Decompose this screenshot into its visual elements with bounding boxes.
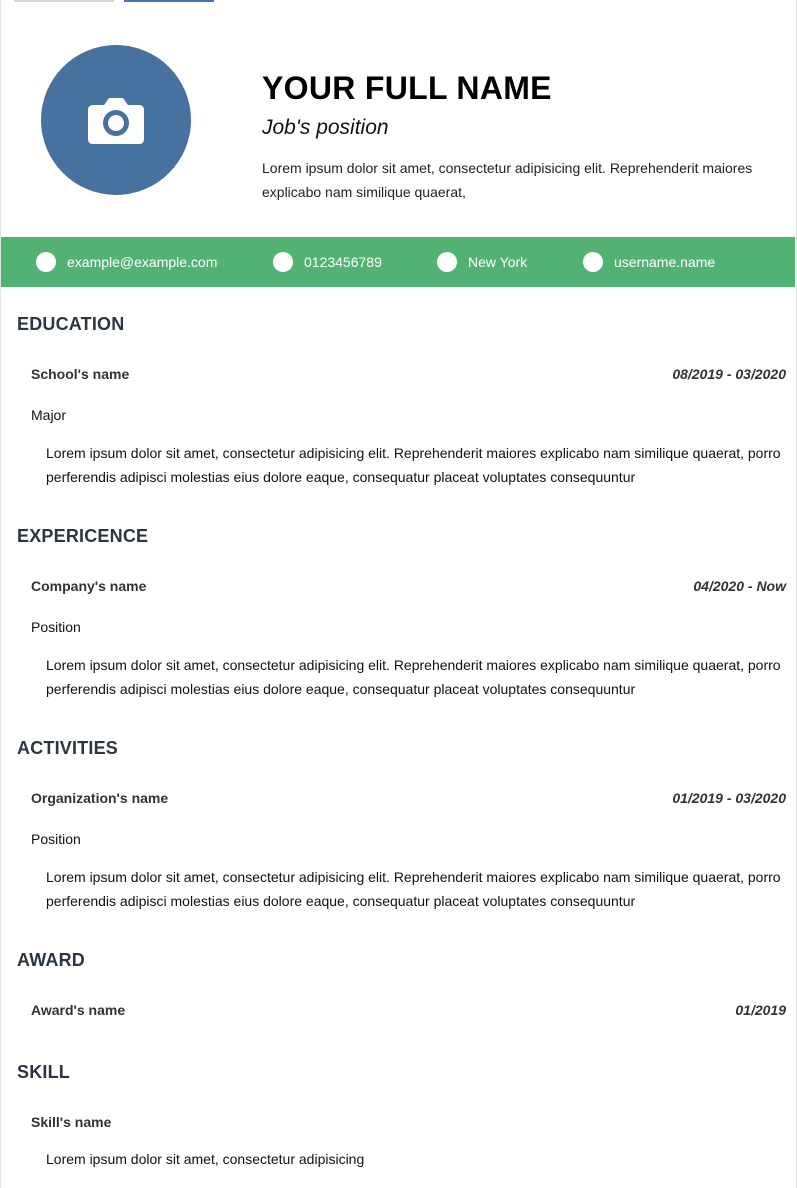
education-major[interactable]: Major [31, 407, 67, 423]
contact-bar [1, 237, 795, 287]
school-name[interactable]: School's name [31, 366, 130, 382]
award-name[interactable]: Award's name [31, 1002, 126, 1018]
skill-name[interactable]: Skill's name [31, 1114, 112, 1130]
contact-location[interactable] [437, 237, 527, 287]
experience-date[interactable]: 04/2020 - Now [693, 578, 786, 594]
experience-description[interactable]: Lorem ipsum dolor sit amet, consectetur adipisicing elit. Reprehenderit maiores explicabo nam similique quaerat, porro perferendis adipisci molestias eius dolore eaque, consequatur placeat voluptates consequuntur [46, 657, 781, 697]
contact-phone-text: 0123456789 [304, 254, 382, 270]
experience-position[interactable]: Position [31, 619, 81, 635]
full-name[interactable]: YOUR FULL NAME [262, 70, 552, 106]
skill-description[interactable]: Lorem ipsum dolor sit amet, consectetur adipisicing [46, 1151, 365, 1167]
email-icon [36, 252, 56, 272]
award-title[interactable]: AWARD [17, 950, 85, 970]
location-icon [437, 252, 457, 272]
education-date[interactable]: 08/2019 - 03/2020 [672, 366, 786, 382]
skill-title[interactable]: SKILL [17, 1062, 70, 1082]
contact-phone[interactable] [273, 237, 382, 287]
contact-email[interactable] [36, 237, 217, 287]
avatar[interactable] [41, 45, 191, 195]
user-icon [583, 252, 603, 272]
activities-date[interactable]: 01/2019 - 03/2020 [672, 790, 786, 806]
profile-summary[interactable]: Lorem ipsum dolor sit amet, consectetur adipisicing elit. Reprehenderit maiores explicabo nam similique quaerat, [262, 160, 753, 200]
phone-icon [273, 252, 293, 272]
contact-location-text: New York [468, 254, 528, 270]
education-description[interactable]: Lorem ipsum dolor sit amet, consectetur adipisicing elit. Reprehenderit maiores explicabo nam similique quaerat, porro perferendis adipisci molestias eius dolore eaque, consequatur placeat voluptates consequuntur [46, 445, 781, 485]
contact-email-text: example@example.com [67, 254, 218, 270]
experience-title[interactable]: EXPERICENCE [17, 526, 149, 546]
contact-username[interactable] [583, 237, 715, 287]
activities-position[interactable]: Position [31, 831, 81, 847]
activities-title[interactable]: ACTIVITIES [17, 738, 119, 758]
job-position[interactable]: Job's position [262, 116, 389, 139]
company-name[interactable]: Company's name [31, 578, 147, 594]
activities-description[interactable]: Lorem ipsum dolor sit amet, consectetur adipisicing elit. Reprehenderit maiores explicabo nam similique quaerat, porro perferendis adipisci molestias eius dolore eaque, consequatur placeat voluptates consequuntur [46, 869, 781, 909]
camera-icon [87, 95, 145, 145]
organization-name[interactable]: Organization's name [31, 790, 169, 806]
cv-header [0, 0, 797, 237]
contact-username-text: username.name [614, 254, 716, 270]
education-title[interactable]: EDUCATION [17, 314, 125, 334]
award-date[interactable]: 01/2019 [735, 1002, 786, 1018]
